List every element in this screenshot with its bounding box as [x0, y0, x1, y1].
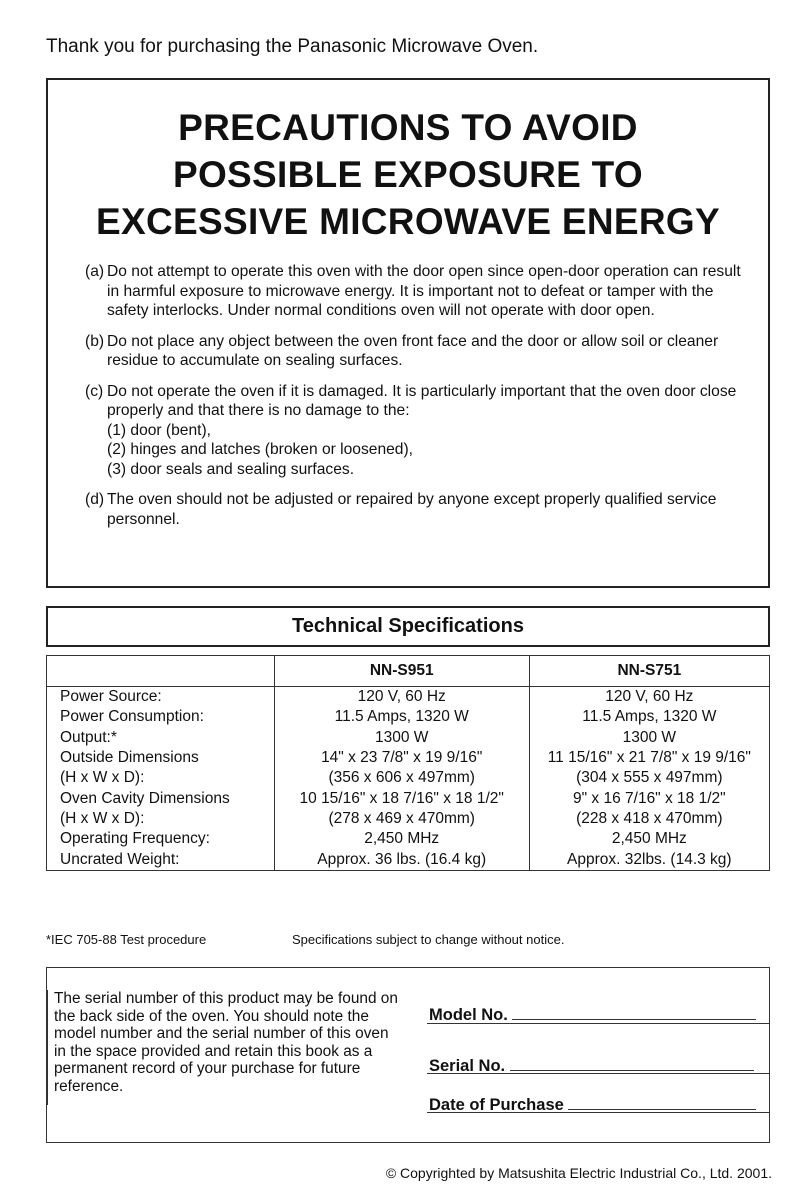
spec-value: 11.5 Amps, 1320 W: [274, 707, 529, 727]
spec-value: 11.5 Amps, 1320 W: [529, 707, 769, 727]
spec-value: 14" x 23 7/8" x 19 9/16": [274, 748, 529, 768]
spec-value: (228 x 418 x 470mm): [529, 809, 769, 829]
table-row: [47, 809, 770, 829]
specs-title: Technical Specifications: [46, 606, 770, 647]
spec-value: 120 V, 60 Hz: [529, 687, 769, 708]
serial-no-line[interactable]: [510, 1056, 754, 1071]
spec-value: Approx. 32lbs. (14.3 kg): [529, 849, 769, 870]
spec-label: Power Source:: [47, 687, 275, 708]
spec-value: 2,450 MHz: [529, 829, 769, 849]
table-row: [47, 687, 770, 708]
table-row: [47, 707, 770, 727]
precaution-item-a: [85, 262, 755, 321]
sub-item-1: (1) door (bent),: [107, 421, 212, 439]
table-row: [47, 748, 770, 768]
spec-value: Approx. 36 lbs. (16.4 kg): [274, 849, 529, 870]
table-header-row: [47, 656, 770, 687]
serial-no-label: Serial No.: [429, 1057, 506, 1075]
sub-item-3: (3) door seals and sealing surfaces.: [107, 460, 355, 478]
item-text: Do not operate the oven if it is damaged. It is particularly important that the oven door close properly and that there is no damage to the:: [107, 382, 737, 419]
rule-2: [427, 1073, 769, 1074]
spec-value: 2,450 MHz: [274, 829, 529, 849]
spec-value: 10 15/16" x 18 7/16" x 18 1/2": [274, 788, 529, 808]
item-mark: (b): [85, 332, 105, 350]
table-row: [47, 768, 770, 788]
precaution-list: [85, 262, 755, 540]
item-mark: (c): [85, 382, 104, 400]
spec-value: 11 15/16" x 21 7/8" x 19 9/16": [529, 748, 769, 768]
spec-label: Uncrated Weight:: [47, 849, 275, 870]
table-row: [47, 849, 770, 870]
model-header-2: NN-S751: [529, 656, 769, 687]
table-row: [47, 788, 770, 808]
model-no-field: [429, 1005, 756, 1025]
date-line[interactable]: [568, 1095, 756, 1110]
spec-label: Oven Cavity Dimensions: [47, 788, 275, 808]
spec-label: (H x W x D):: [47, 809, 275, 829]
specs-note: Specifications subject to change without notice.: [292, 932, 565, 947]
title-line-2: POSSIBLE EXPOSURE TO: [173, 154, 643, 195]
item-text: Do not attempt to operate this oven with the door open since open-door operation can result in harmful exposure to microwave energy. It is important not to defeat or tamper with the safety interlocks. Under normal conditions oven will not operate with door open.: [107, 263, 741, 319]
spec-value: (304 x 555 x 497mm): [529, 768, 769, 788]
model-no-line[interactable]: [512, 1005, 756, 1020]
precaution-item-b: [85, 332, 755, 371]
spec-value: 1300 W: [274, 728, 529, 748]
rule-1: [427, 1023, 769, 1024]
precaution-item-c: [85, 382, 755, 480]
specs-table: [46, 655, 770, 871]
table-row: [47, 728, 770, 748]
sub-item-2: (2) hinges and latches (broken or loosened),: [107, 441, 413, 458]
precautions-title: [48, 104, 768, 245]
spec-label: Operating Frequency:: [47, 829, 275, 849]
spec-value: 9" x 16 7/16" x 18 1/2": [529, 788, 769, 808]
date-label: Date of Purchase: [429, 1096, 564, 1114]
spec-label: Output:*: [47, 728, 275, 748]
spec-value: (278 x 469 x 470mm): [274, 809, 529, 829]
item-text: Do not place any object between the oven front face and the door or allow soil or cleaner residue to accumulate on sealing surfaces.: [107, 332, 719, 369]
item-mark: (a): [85, 263, 105, 280]
spec-value: 1300 W: [529, 728, 769, 748]
footnote: *IEC 705-88 Test procedure: [46, 932, 207, 947]
intro-text: Thank you for purchasing the Panasonic Microwave Oven.: [46, 36, 539, 57]
spec-value: 120 V, 60 Hz: [274, 687, 529, 708]
spec-value: (356 x 606 x 497mm): [274, 768, 529, 788]
record-text: The serial number of this product may be found on the back side of the oven. You should note the model number and the serial number of this oven in the space provided and retain this book as a permanent record of your purchase for future reference.: [54, 990, 398, 1095]
title-line-1: PRECAUTIONS TO AVOID: [178, 107, 638, 148]
item-mark: (d): [85, 491, 105, 508]
spec-label: Power Consumption:: [47, 707, 275, 727]
copyright: © Copyrighted by Matsushita Electric Industrial Co., Ltd. 2001.: [385, 1165, 772, 1181]
item-text: The oven should not be adjusted or repaired by anyone except properly qualified service personnel.: [107, 491, 717, 528]
specs-body: [47, 687, 770, 871]
rule-3: [427, 1112, 769, 1113]
table-row: [47, 829, 770, 849]
title-line-3: EXCESSIVE MICROWAVE ENERGY: [96, 201, 720, 242]
spec-label: Outside Dimensions: [47, 748, 275, 768]
header-blank: [47, 656, 275, 687]
precautions-box: [46, 78, 770, 588]
record-box: [46, 967, 770, 1143]
spec-label: (H x W x D):: [47, 768, 275, 788]
precaution-item-d: [85, 490, 755, 529]
model-header-1: NN-S951: [274, 656, 529, 687]
model-no-label: Model No.: [429, 1006, 508, 1024]
